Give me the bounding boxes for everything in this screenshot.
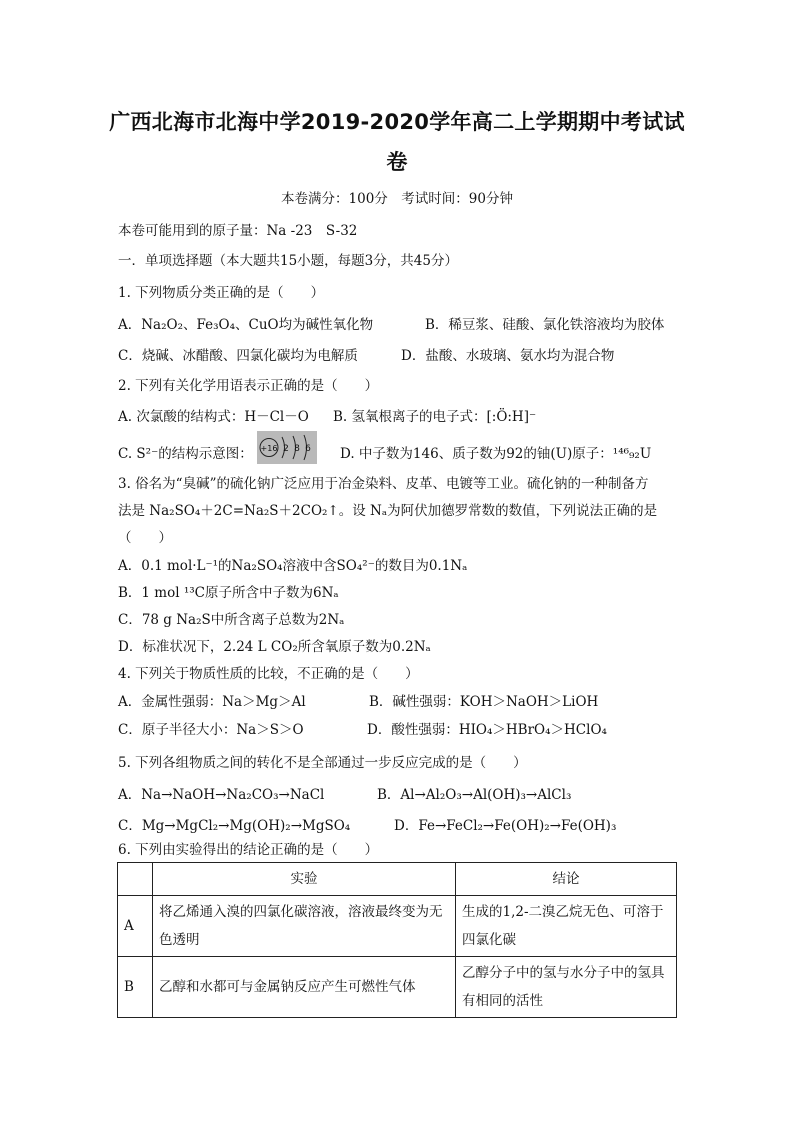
- conclusion-cell: 乙醇分子中的氢与水分子中的氢具有相同的活性: [456, 957, 677, 1018]
- q2-option-a: A. 次氯酸的结构式：H－Cl－O: [118, 409, 309, 425]
- table-header-cell: 实验: [153, 863, 456, 896]
- q5-option-c: C．Mg→MgCl₂→Mg(OH)₂→MgSO₄: [118, 818, 351, 834]
- q5-option-d: D．Fe→FeCl₂→Fe(OH)₂→Fe(OH)₃: [394, 818, 617, 834]
- atomic-mass-note: 本卷可能用到的原子量：Na -23 S-32: [118, 223, 358, 239]
- exam-title-line2: 卷: [386, 150, 408, 174]
- exam-title-line1: 广西北海市北海中学2019-2020学年高二上学期期中考试试: [109, 110, 685, 134]
- table-header-cell: [118, 863, 153, 896]
- svg-text:6: 6: [305, 444, 311, 454]
- q3-stem-line2: 法是 Na₂SO₄＋2C=Na₂S＋2CO₂↑。设 Nₐ为阿伏加德罗常数的数值，下列说法正确的是: [118, 503, 658, 519]
- conclusion-cell: 生成的1,2-二溴乙烷无色、可溶于四氯化碳: [456, 896, 677, 957]
- q4-option-d: D．酸性强弱：HIO₄＞HBrO₄＞HClO₄: [367, 722, 607, 738]
- experiment-table: [117, 862, 677, 1018]
- experiment-cell: 乙醇和水都可与金属钠反应产生可燃性气体: [153, 957, 456, 1018]
- table-header-cell: 结论: [456, 863, 677, 896]
- atom-structure-icon: [257, 431, 317, 464]
- q1-stem: 1. 下列物质分类正确的是（ ）: [118, 285, 325, 301]
- q2-stem: 2. 下列有关化学用语表示正确的是（ ）: [118, 378, 379, 394]
- q5-stem: 5. 下列各组物质之间的转化不是全部通过一步反应完成的是（ ）: [118, 755, 527, 771]
- table-row: [118, 957, 677, 1018]
- section-heading: 一．单项选择题（本大题共15小题，每题3分，共45分）: [118, 253, 458, 269]
- q3-option-d: D．标准状况下，2.24 L CO₂所含氧原子数为0.2Nₐ: [118, 639, 431, 655]
- svg-text:2: 2: [283, 444, 289, 454]
- q1-option-c: C．烧碱、冰醋酸、四氯化碳均为电解质: [118, 348, 358, 364]
- q6-stem: 6. 下列由实验得出的结论正确的是（ ）: [118, 842, 379, 858]
- q2-option-d: D. 中子数为146、质子数为92的铀(U)原子：¹⁴⁶₉₂U: [340, 446, 652, 462]
- q2-option-b: B. 氢氧根离子的电子式：[:Ö:H]⁻: [333, 409, 537, 425]
- q3-option-c: C．78 g Na₂S中所含离子总数为2Nₐ: [118, 612, 345, 628]
- q3-option-a: A．0.1 mol·L⁻¹的Na₂SO₄溶液中含SO₄²⁻的数目为0.1Nₐ: [118, 558, 468, 574]
- row-label: B: [118, 957, 153, 1018]
- sulfur-ion-structure-diagram: [257, 431, 317, 464]
- table-header-row: [118, 863, 677, 896]
- exam-meta: 本卷满分：100分 考试时间：90分钟: [281, 191, 513, 207]
- q4-option-b: B．碱性强弱：KOH＞NaOH＞LiOH: [369, 694, 599, 710]
- q3-stem-line1: 3. 俗名为“臭碱”的硫化钠广泛应用于冶金染料、皮革、电镀等工业。硫化钠的一种制备方: [118, 476, 649, 492]
- q3-option-b: B．1 mol ¹³C原子所含中子数为6Nₐ: [118, 585, 339, 601]
- svg-text:+16: +16: [260, 444, 278, 453]
- q5-option-b: B．Al→Al₂O₃→Al(OH)₃→AlCl₃: [377, 787, 572, 803]
- q5-option-a: A．Na→NaOH→Na₂CO₃→NaCl: [118, 787, 325, 803]
- q4-option-a: A．金属性强弱：Na＞Mg＞Al: [118, 694, 306, 710]
- q4-option-c: C．原子半径大小：Na＞S＞O: [118, 722, 304, 738]
- q1-option-d: D．盐酸、水玻璃、氨水均为混合物: [401, 348, 615, 364]
- q1-option-b: B．稀豆浆、硅酸、氯化铁溶液均为胶体: [425, 317, 665, 333]
- svg-text:8: 8: [294, 444, 300, 454]
- q4-stem: 4. 下列关于物质性质的比较，不正确的是（ ）: [118, 666, 419, 682]
- q3-stem-line3: （ ）: [118, 530, 172, 546]
- q2-option-c: C. S²⁻的结构示意图：: [118, 446, 253, 462]
- row-label: A: [118, 896, 153, 957]
- experiment-cell: 将乙烯通入溴的四氯化碳溶液，溶液最终变为无色透明: [153, 896, 456, 957]
- q1-option-a: A．Na₂O₂、Fe₃O₄、CuO均为碱性氧化物: [118, 317, 374, 333]
- table-row: [118, 896, 677, 957]
